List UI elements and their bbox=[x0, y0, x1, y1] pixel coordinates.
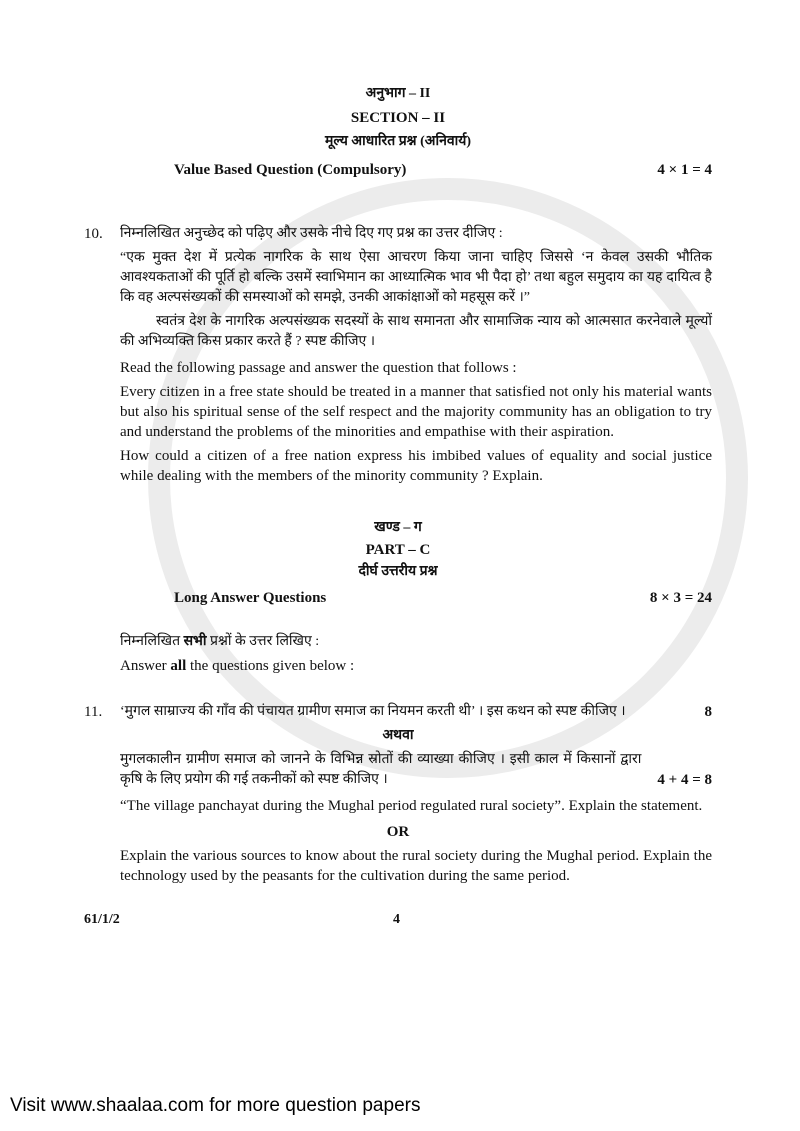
q10-hindi-instruction: निम्नलिखित अनुच्छेद को पढ़िए और उसके नीचे दिए गए प्रश्न का उत्तर दीजिए : bbox=[120, 226, 503, 241]
text-bold: all bbox=[170, 658, 187, 674]
text: the questions given below : bbox=[186, 658, 355, 674]
value-heading-row bbox=[84, 160, 712, 180]
or-hindi: अथवा bbox=[382, 728, 414, 743]
instr-english bbox=[120, 656, 712, 676]
part-c-hindi: खण्ड – ग bbox=[374, 520, 422, 535]
part-c-title: PART – C bbox=[365, 542, 431, 558]
q11-english-row bbox=[84, 796, 712, 816]
value-marks: 4 × 1 = 4 bbox=[657, 162, 712, 178]
q11-alt-row bbox=[84, 750, 712, 790]
q10 bbox=[84, 224, 712, 490]
q10-passage: Every citizen in a free state should be treated in a manner that satisfied not only his material wants but also his spiritual sense of the self respect and the majority community has an obligation to try and understand the problems of the minorities and empathise with their aspiration. bbox=[120, 384, 712, 440]
shaalaa-promo-link[interactable]: Visit www.shaalaa.com for more question papers bbox=[10, 1095, 421, 1116]
q11-hindi-question: ‘मुगल साम्राज्य की गाँव की पंचायत ग्रामीण समाज का नियमन करती थी’ । इस कथन को स्पष्ट कीजिए । bbox=[120, 704, 626, 719]
value-heading: Value Based Question (Compulsory) bbox=[174, 162, 407, 178]
q10-instruction: Read the following passage and answer the question that follows : bbox=[120, 360, 517, 376]
q10-body bbox=[120, 224, 712, 490]
instr-hindi bbox=[120, 632, 712, 652]
page-footer bbox=[84, 912, 712, 928]
q11-hindi-alt: मुगलकालीन ग्रामीण समाज को जानने के विभिन्न स्रोतों की व्याख्या कीजिए । इसी काल में किसानों द्वारा कृषि के लिए प्रयोग की गई तकनीकों को स्पष्ट कीजिए । bbox=[120, 752, 642, 787]
instr-hindi-row bbox=[84, 632, 712, 652]
q11-row bbox=[84, 702, 712, 722]
long-hindi: दीर्घ उत्तरीय प्रश्न bbox=[358, 564, 438, 579]
instr-english-row bbox=[84, 656, 712, 676]
q11-number: 11. bbox=[84, 704, 103, 720]
text: प्रश्नों के उत्तर लिखिए : bbox=[206, 634, 320, 649]
q10-hindi-passage: “एक मुक्त देश में प्रत्येक नागरिक के साथ ऐसा आचरण किया जाना चाहिए जिससे ‘न केवल उसकी भौतिक आवश्यकताओं की पूर्ति हो बल्कि उसमें स्वाभिमान का आध्यात्मिक भाव भी पैदा हो’ तथा बहुल समुदाय का यह दायित्व है कि वह अल्पसंख्यकों की समस्याओं को समझे, उनकी आकांक्षाओं को महसूस करें ।” bbox=[120, 250, 712, 305]
q11-alt-marks: 4 + 4 = 8 bbox=[657, 772, 712, 788]
text: निम्नलिखित bbox=[120, 634, 184, 649]
or-english: OR bbox=[386, 824, 410, 840]
q11-english-alt-row bbox=[84, 846, 712, 886]
long-heading-row bbox=[84, 588, 712, 608]
q11-marks: 8 bbox=[704, 704, 712, 720]
q10-hindi-question: स्वतंत्र देश के नागरिक अल्पसंख्यक सदस्यों के साथ समानता और सामाजिक न्याय को आत्मसात करनेवाले मूल्यों की अभिव्यक्ति किस प्रकार करते हैं ? स्पष्ट कीजिए । bbox=[120, 314, 712, 349]
section-title: SECTION – II bbox=[350, 110, 446, 126]
part-c-marks: 8 × 3 = 24 bbox=[649, 590, 712, 606]
page-number: 4 bbox=[393, 912, 400, 927]
q10-number: 10. bbox=[84, 226, 103, 242]
paper-code: 61/1/2 bbox=[84, 912, 120, 927]
q11-english-alt: Explain the various sources to know about the rural society during the Mughal period. Explain the technology used by the peasants for the cultivation during the same period. bbox=[120, 848, 712, 884]
q11-english-question: “The village panchayat during the Mughal period regulated rural society”. Explain the statement. bbox=[120, 798, 703, 814]
value-hindi: मूल्य आधारित प्रश्न (अनिवार्य) bbox=[324, 134, 472, 149]
q10-question: How could a citizen of a free nation express his imbibed values of equality and social justice while dealing with the members of the minority community ? Explain. bbox=[120, 448, 712, 484]
text-bold: सभी bbox=[183, 634, 207, 649]
section-hindi: अनुभाग – II bbox=[365, 86, 431, 101]
text: Answer bbox=[120, 658, 171, 674]
long-heading: Long Answer Questions bbox=[174, 590, 327, 606]
